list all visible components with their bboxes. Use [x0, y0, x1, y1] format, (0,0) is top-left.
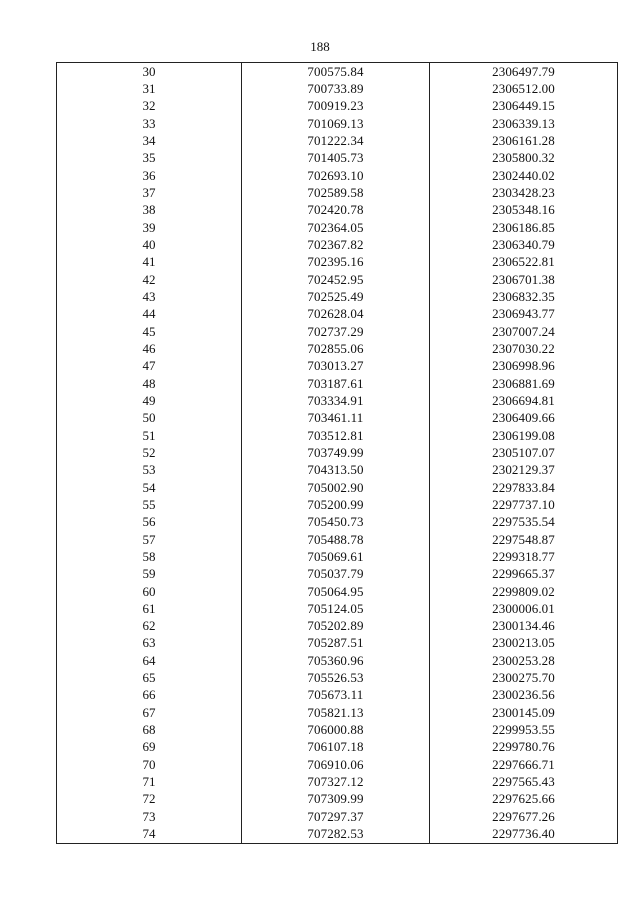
- x-coordinate-cell: 705821.13: [242, 704, 430, 721]
- point-number-cell: 45: [57, 323, 242, 340]
- table-row: [57, 288, 618, 305]
- x-coordinate-cell: 702855.06: [242, 340, 430, 357]
- y-coordinate-cell: 2297677.26: [430, 808, 618, 825]
- x-coordinate-cell: 705673.11: [242, 687, 430, 704]
- table-row: [57, 704, 618, 721]
- point-number-cell: 57: [57, 531, 242, 548]
- table-row: [57, 566, 618, 583]
- table-row: [57, 652, 618, 669]
- x-coordinate-cell: 705287.51: [242, 635, 430, 652]
- table-row: [57, 496, 618, 513]
- table-row: [57, 236, 618, 253]
- y-coordinate-cell: 2299953.55: [430, 721, 618, 738]
- x-coordinate-cell: 705200.99: [242, 496, 430, 513]
- point-number-cell: 67: [57, 704, 242, 721]
- table-row: [57, 444, 618, 461]
- y-coordinate-cell: 2305107.07: [430, 444, 618, 461]
- y-coordinate-cell: 2306409.66: [430, 410, 618, 427]
- y-coordinate-cell: 2302440.02: [430, 167, 618, 184]
- point-number-cell: 38: [57, 202, 242, 219]
- table-row: [57, 219, 618, 236]
- x-coordinate-cell: 701222.34: [242, 132, 430, 149]
- y-coordinate-cell: 2300236.56: [430, 687, 618, 704]
- y-coordinate-cell: 2306161.28: [430, 132, 618, 149]
- table-row: [57, 150, 618, 167]
- x-coordinate-cell: 706000.88: [242, 721, 430, 738]
- point-number-cell: 60: [57, 583, 242, 600]
- point-number-cell: 58: [57, 548, 242, 565]
- y-coordinate-cell: 2299780.76: [430, 739, 618, 756]
- table-row: [57, 392, 618, 409]
- y-coordinate-cell: 2306449.15: [430, 98, 618, 115]
- table-row: [57, 358, 618, 375]
- y-coordinate-cell: 2300275.70: [430, 669, 618, 686]
- y-coordinate-cell: 2297737.10: [430, 496, 618, 513]
- x-coordinate-cell: 705037.79: [242, 566, 430, 583]
- x-coordinate-cell: 702628.04: [242, 306, 430, 323]
- x-coordinate-cell: 707309.99: [242, 791, 430, 808]
- y-coordinate-cell: 2299318.77: [430, 548, 618, 565]
- y-coordinate-cell: 2299809.02: [430, 583, 618, 600]
- y-coordinate-cell: 2303428.23: [430, 184, 618, 201]
- y-coordinate-cell: 2302129.37: [430, 462, 618, 479]
- point-number-cell: 70: [57, 756, 242, 773]
- table-row: [57, 600, 618, 617]
- y-coordinate-cell: 2306199.08: [430, 427, 618, 444]
- x-coordinate-cell: 702364.05: [242, 219, 430, 236]
- table-row: [57, 808, 618, 825]
- point-number-cell: 51: [57, 427, 242, 444]
- x-coordinate-cell: 704313.50: [242, 462, 430, 479]
- x-coordinate-cell: 703461.11: [242, 410, 430, 427]
- table-row: [57, 375, 618, 392]
- y-coordinate-cell: 2306701.38: [430, 271, 618, 288]
- x-coordinate-cell: 707282.53: [242, 825, 430, 843]
- table-row: [57, 462, 618, 479]
- x-coordinate-cell: 705064.95: [242, 583, 430, 600]
- table-row: [57, 531, 618, 548]
- table-row: [57, 306, 618, 323]
- table-row: [57, 618, 618, 635]
- point-number-cell: 42: [57, 271, 242, 288]
- table-row: [57, 167, 618, 184]
- x-coordinate-cell: 702693.10: [242, 167, 430, 184]
- x-coordinate-cell: 705002.90: [242, 479, 430, 496]
- point-number-cell: 50: [57, 410, 242, 427]
- table-row: [57, 825, 618, 843]
- point-number-cell: 48: [57, 375, 242, 392]
- x-coordinate-cell: 703512.81: [242, 427, 430, 444]
- table-row: [57, 340, 618, 357]
- point-number-cell: 35: [57, 150, 242, 167]
- table-row: [57, 427, 618, 444]
- y-coordinate-cell: 2306339.13: [430, 115, 618, 132]
- x-coordinate-cell: 706107.18: [242, 739, 430, 756]
- coordinates-table-body: [57, 63, 618, 844]
- point-number-cell: 44: [57, 306, 242, 323]
- x-coordinate-cell: 700919.23: [242, 98, 430, 115]
- y-coordinate-cell: 2306512.00: [430, 80, 618, 97]
- y-coordinate-cell: 2305800.32: [430, 150, 618, 167]
- y-coordinate-cell: 2300145.09: [430, 704, 618, 721]
- point-number-cell: 54: [57, 479, 242, 496]
- x-coordinate-cell: 701069.13: [242, 115, 430, 132]
- y-coordinate-cell: 2306881.69: [430, 375, 618, 392]
- x-coordinate-cell: 705360.96: [242, 652, 430, 669]
- point-number-cell: 31: [57, 80, 242, 97]
- table-row: [57, 202, 618, 219]
- y-coordinate-cell: 2300253.28: [430, 652, 618, 669]
- x-coordinate-cell: 702737.29: [242, 323, 430, 340]
- y-coordinate-cell: 2300213.05: [430, 635, 618, 652]
- x-coordinate-cell: 705124.05: [242, 600, 430, 617]
- point-number-cell: 30: [57, 63, 242, 81]
- x-coordinate-cell: 701405.73: [242, 150, 430, 167]
- x-coordinate-cell: 702420.78: [242, 202, 430, 219]
- table-row: [57, 80, 618, 97]
- point-number-cell: 39: [57, 219, 242, 236]
- point-number-cell: 33: [57, 115, 242, 132]
- table-row: [57, 254, 618, 271]
- x-coordinate-cell: 703013.27: [242, 358, 430, 375]
- y-coordinate-cell: 2297833.84: [430, 479, 618, 496]
- y-coordinate-cell: 2306522.81: [430, 254, 618, 271]
- y-coordinate-cell: 2306340.79: [430, 236, 618, 253]
- point-number-cell: 53: [57, 462, 242, 479]
- y-coordinate-cell: 2300006.01: [430, 600, 618, 617]
- x-coordinate-cell: 705069.61: [242, 548, 430, 565]
- point-number-cell: 63: [57, 635, 242, 652]
- point-number-cell: 61: [57, 600, 242, 617]
- y-coordinate-cell: 2299665.37: [430, 566, 618, 583]
- point-number-cell: 65: [57, 669, 242, 686]
- table-row: [57, 479, 618, 496]
- y-coordinate-cell: 2297535.54: [430, 514, 618, 531]
- x-coordinate-cell: 707327.12: [242, 773, 430, 790]
- table-row: [57, 63, 618, 81]
- x-coordinate-cell: 703334.91: [242, 392, 430, 409]
- x-coordinate-cell: 702395.16: [242, 254, 430, 271]
- x-coordinate-cell: 702367.82: [242, 236, 430, 253]
- x-coordinate-cell: 702452.95: [242, 271, 430, 288]
- x-coordinate-cell: 703749.99: [242, 444, 430, 461]
- point-number-cell: 73: [57, 808, 242, 825]
- table-row: [57, 791, 618, 808]
- point-number-cell: 41: [57, 254, 242, 271]
- table-row: [57, 669, 618, 686]
- table-row: [57, 271, 618, 288]
- point-number-cell: 71: [57, 773, 242, 790]
- point-number-cell: 68: [57, 721, 242, 738]
- y-coordinate-cell: 2307007.24: [430, 323, 618, 340]
- point-number-cell: 40: [57, 236, 242, 253]
- point-number-cell: 69: [57, 739, 242, 756]
- point-number-cell: 47: [57, 358, 242, 375]
- point-number-cell: 59: [57, 566, 242, 583]
- table-row: [57, 323, 618, 340]
- point-number-cell: 74: [57, 825, 242, 843]
- table-row: [57, 739, 618, 756]
- x-coordinate-cell: 707297.37: [242, 808, 430, 825]
- y-coordinate-cell: 2305348.16: [430, 202, 618, 219]
- point-number-cell: 36: [57, 167, 242, 184]
- point-number-cell: 34: [57, 132, 242, 149]
- y-coordinate-cell: 2297736.40: [430, 825, 618, 843]
- y-coordinate-cell: 2297548.87: [430, 531, 618, 548]
- point-number-cell: 43: [57, 288, 242, 305]
- table-row: [57, 132, 618, 149]
- point-number-cell: 64: [57, 652, 242, 669]
- y-coordinate-cell: 2297625.66: [430, 791, 618, 808]
- x-coordinate-cell: 705526.53: [242, 669, 430, 686]
- point-number-cell: 52: [57, 444, 242, 461]
- x-coordinate-cell: 705202.89: [242, 618, 430, 635]
- coordinates-table: [56, 62, 618, 844]
- y-coordinate-cell: 2306998.96: [430, 358, 618, 375]
- x-coordinate-cell: 702589.58: [242, 184, 430, 201]
- x-coordinate-cell: 705450.73: [242, 514, 430, 531]
- y-coordinate-cell: 2297666.71: [430, 756, 618, 773]
- x-coordinate-cell: 700575.84: [242, 63, 430, 81]
- table-row: [57, 583, 618, 600]
- x-coordinate-cell: 706910.06: [242, 756, 430, 773]
- table-row: [57, 687, 618, 704]
- y-coordinate-cell: 2307030.22: [430, 340, 618, 357]
- table-row: [57, 115, 618, 132]
- page-number: 188: [310, 39, 330, 54]
- table-row: [57, 756, 618, 773]
- table-row: [57, 98, 618, 115]
- point-number-cell: 72: [57, 791, 242, 808]
- point-number-cell: 32: [57, 98, 242, 115]
- table-row: [57, 548, 618, 565]
- y-coordinate-cell: 2306832.35: [430, 288, 618, 305]
- table-row: [57, 635, 618, 652]
- point-number-cell: 49: [57, 392, 242, 409]
- table-row: [57, 773, 618, 790]
- x-coordinate-cell: 700733.89: [242, 80, 430, 97]
- x-coordinate-cell: 705488.78: [242, 531, 430, 548]
- y-coordinate-cell: 2300134.46: [430, 618, 618, 635]
- point-number-cell: 62: [57, 618, 242, 635]
- point-number-cell: 37: [57, 184, 242, 201]
- table-row: [57, 184, 618, 201]
- y-coordinate-cell: 2306497.79: [430, 63, 618, 81]
- point-number-cell: 66: [57, 687, 242, 704]
- x-coordinate-cell: 703187.61: [242, 375, 430, 392]
- y-coordinate-cell: 2306186.85: [430, 219, 618, 236]
- y-coordinate-cell: 2306943.77: [430, 306, 618, 323]
- point-number-cell: 46: [57, 340, 242, 357]
- y-coordinate-cell: 2306694.81: [430, 392, 618, 409]
- table-row: [57, 514, 618, 531]
- table-row: [57, 410, 618, 427]
- y-coordinate-cell: 2297565.43: [430, 773, 618, 790]
- table-row: [57, 721, 618, 738]
- point-number-cell: 55: [57, 496, 242, 513]
- point-number-cell: 56: [57, 514, 242, 531]
- x-coordinate-cell: 702525.49: [242, 288, 430, 305]
